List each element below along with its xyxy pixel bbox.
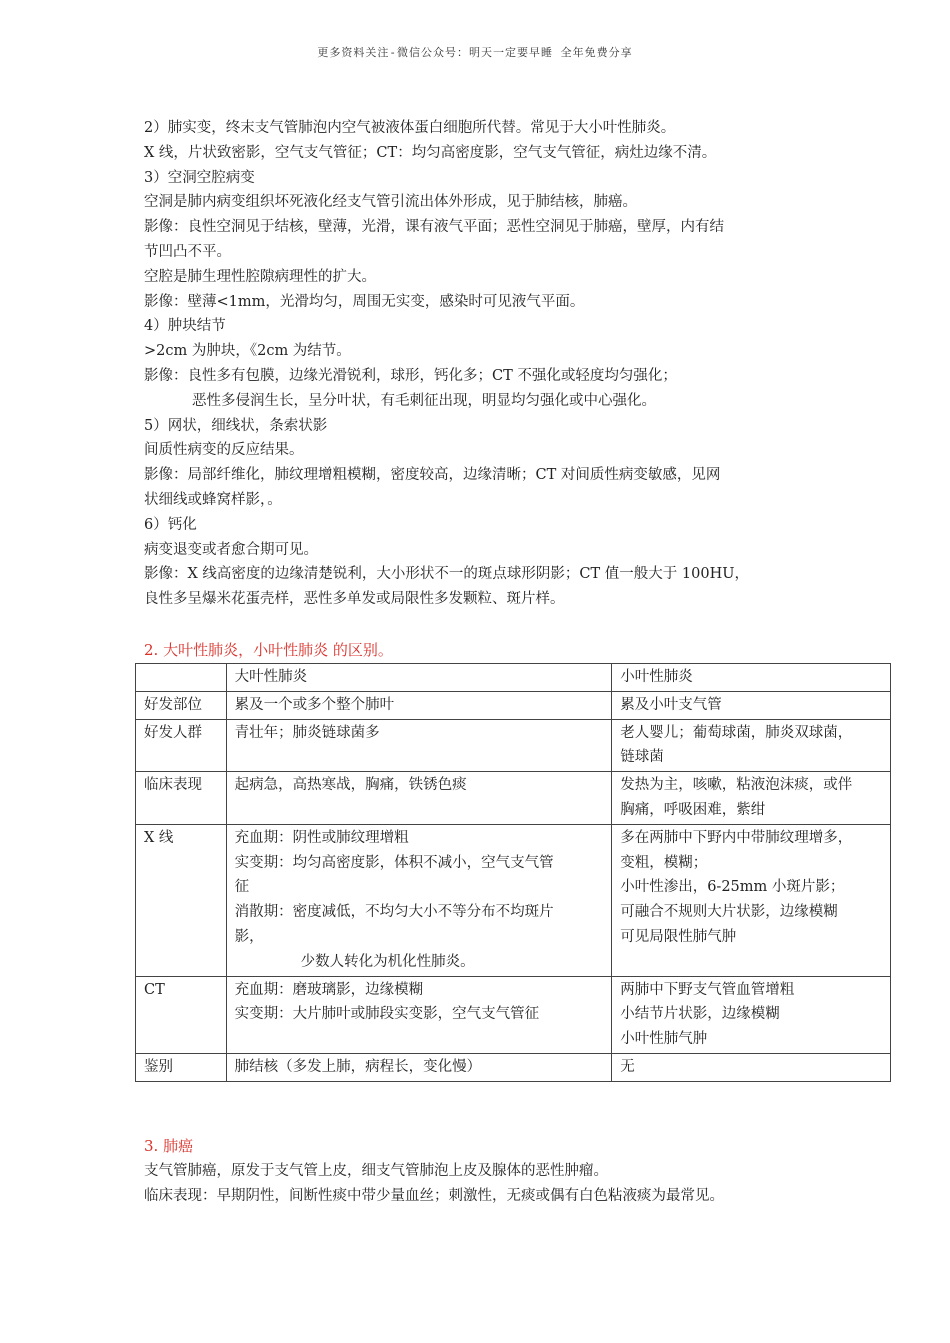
section-1-line: >2cm 为肿块，《2cm 为结节。	[144, 343, 351, 360]
section-1-line: 5）网状，细线状，条索状影	[144, 417, 328, 434]
section-1-line: 节凹凸不平。	[144, 243, 231, 260]
cell-text: 青壮年；肺炎链球菌多	[234, 724, 380, 741]
section-3	[144, 1134, 724, 1208]
lobar-pneumonia-cell	[226, 719, 612, 772]
section-1-line: 间质性病变的反应结果。	[144, 442, 304, 459]
section-3-title: 3. 肺癌	[144, 1137, 194, 1155]
lobular-pneumonia-cell	[612, 976, 891, 1053]
pneumonia-comparison-table	[135, 663, 891, 1082]
section-1-body	[144, 116, 814, 612]
table-header-cell: 小叶性肺炎	[612, 664, 891, 692]
section-1-line: 6）钙化	[144, 516, 197, 533]
cell-text: 老人婴儿；葡萄球菌，肺炎双球菌，	[620, 724, 853, 741]
cell-text: 小叶性肺气肿	[620, 1031, 708, 1048]
table-row	[136, 976, 891, 1053]
cell-text: 链球菌	[620, 749, 664, 766]
cell-text: 小叶性渗出，6-25mm 小斑片影；	[620, 879, 845, 896]
table-row	[136, 1053, 891, 1081]
cell-text: 充血期：阴性或肺纹理增粗	[234, 829, 409, 846]
table-header-cell	[136, 664, 227, 692]
row-label: 好发人群	[136, 719, 227, 772]
cell-text: 无	[620, 1058, 635, 1075]
cell-text: 发热为主，咳嗽，粘液泡沫痰，或伴	[620, 777, 853, 794]
cell-text: 小结节片状影，边缘模糊	[620, 1006, 780, 1023]
lobular-pneumonia-cell	[612, 1053, 891, 1081]
cell-text: 变粗，模糊；	[620, 854, 708, 871]
table-row	[136, 772, 891, 825]
section-1-line: 影像：壁薄<1mm，光滑均匀，周围无实变，感染时可见液气平面。	[144, 293, 585, 310]
lobular-pneumonia-cell	[612, 772, 891, 825]
section-1-line: 影像：局部纤维化，肺纹理增粗模糊，密度较高，边缘清晰；CT 对间质性病变敏感，见网	[144, 467, 721, 484]
lobar-pneumonia-cell	[226, 1053, 612, 1081]
section-1-line: 4）肿块结节	[144, 318, 226, 335]
cell-text: 少数人转化为机化性肺炎。	[300, 953, 475, 970]
cell-text: 实变期：均匀高密度影，体积不减小，空气支气管	[234, 854, 554, 871]
lobar-pneumonia-cell	[226, 691, 612, 719]
row-label: 临床表现	[136, 772, 227, 825]
lobular-pneumonia-cell	[612, 824, 891, 976]
table-row	[136, 719, 891, 772]
row-label: X 线	[136, 824, 227, 976]
row-label: 鉴别	[136, 1053, 227, 1081]
section-1-line: X 线，片状致密影，空气支气管征；CT：均匀高密度影，空气支气管征，病灶边缘不清。	[144, 144, 717, 161]
table-row	[136, 691, 891, 719]
cell-text: 征	[234, 879, 250, 896]
page-header: 更多资料关注-微信公众号：明天一定要早睡 全年免费分享	[317, 46, 633, 59]
cell-text: 实变期：大片肺叶或肺段实变影，空气支气管征	[234, 1006, 540, 1023]
cell-text: 充血期：磨玻璃影，边缘模糊	[234, 981, 424, 998]
table-header-cell: 大叶性肺炎	[226, 664, 612, 692]
cell-text: 影，	[234, 928, 264, 945]
cell-text: 起病急，高热寒战，胸痛，铁锈色痰	[234, 777, 467, 794]
section-1-line: 空洞是肺内病变组织坏死液化经支气管引流出体外形成，见于肺结核，肺癌。	[144, 194, 637, 211]
section-1-line: 空腔是肺生理性腔隙病理性的扩大。	[144, 268, 376, 285]
section-1-line: 影像：良性多有包膜，边缘光滑锐利，球形，钙化多；CT 不强化或轻度均匀强化；	[144, 367, 677, 384]
cell-text: 两肺中下野支气管血管增粗	[620, 981, 795, 998]
section-1-line: 状细线或蜂窝样影，。	[144, 491, 282, 508]
section-3-line: 临床表现：早期阴性，间断性痰中带少量血丝；刺激性，无痰或偶有白色粘液痰为最常见。	[144, 1187, 724, 1204]
cell-text: 多在两肺中下野内中带肺纹理增多，	[620, 829, 853, 846]
section-1-line: 影像：良性空洞见于结核，壁薄，光滑，课有液气平面；恶性空洞见于肺癌，壁厚，内有结	[144, 219, 724, 236]
row-label: CT	[136, 976, 227, 1053]
section-1-line: 恶性多侵润生长，呈分叶状，有毛刺征出现，明显均匀强化或中心强化。	[192, 392, 656, 409]
table-row	[136, 824, 891, 976]
cell-text: 累及小叶支气管	[620, 696, 722, 713]
lobar-pneumonia-cell	[226, 976, 612, 1053]
cell-text: 消散期：密度减低，不均匀大小不等分布不均斑片	[234, 904, 554, 921]
cell-text: 可见局限性肺气肿	[620, 928, 737, 945]
section-1-line: 良性多呈爆米花蛋壳样，恶性多单发或局限性多发颗粒、斑片样。	[144, 591, 565, 608]
section-1-line: 2）肺实变，终末支气管肺泡内空气被液体蛋白细胞所代替。常见于大小叶性肺炎。	[144, 120, 676, 136]
cell-text: 肺结核（多发上肺，病程长，变化慢）	[234, 1058, 482, 1075]
section-3-line: 支气管肺癌，原发于支气管上皮，细支气管肺泡上皮及腺体的恶性肿瘤。	[144, 1162, 608, 1179]
row-label: 好发部位	[136, 691, 227, 719]
cell-text: 胸痛，呼吸困难，紫绀	[620, 801, 766, 818]
section-2-title: 2. 大叶性肺炎，小叶性肺炎 的区别。	[144, 641, 393, 659]
section-1-line: 病变退变或者愈合期可见。	[144, 541, 318, 558]
lobular-pneumonia-cell	[612, 719, 891, 772]
section-1-line: 3）空洞空腔病变	[144, 169, 255, 186]
lobar-pneumonia-cell	[226, 772, 612, 825]
lobar-pneumonia-cell	[226, 824, 612, 976]
cell-text: 累及一个或多个整个肺叶	[234, 696, 395, 713]
lobular-pneumonia-cell	[612, 691, 891, 719]
section-1-line: 影像：X 线高密度的边缘清楚锐利，大小形状不一的斑点球形阴影；CT 值一般大于 100HU，	[144, 566, 749, 583]
table-header-row	[136, 664, 891, 692]
cell-text: 可融合不规则大片状影，边缘模糊	[620, 904, 838, 921]
